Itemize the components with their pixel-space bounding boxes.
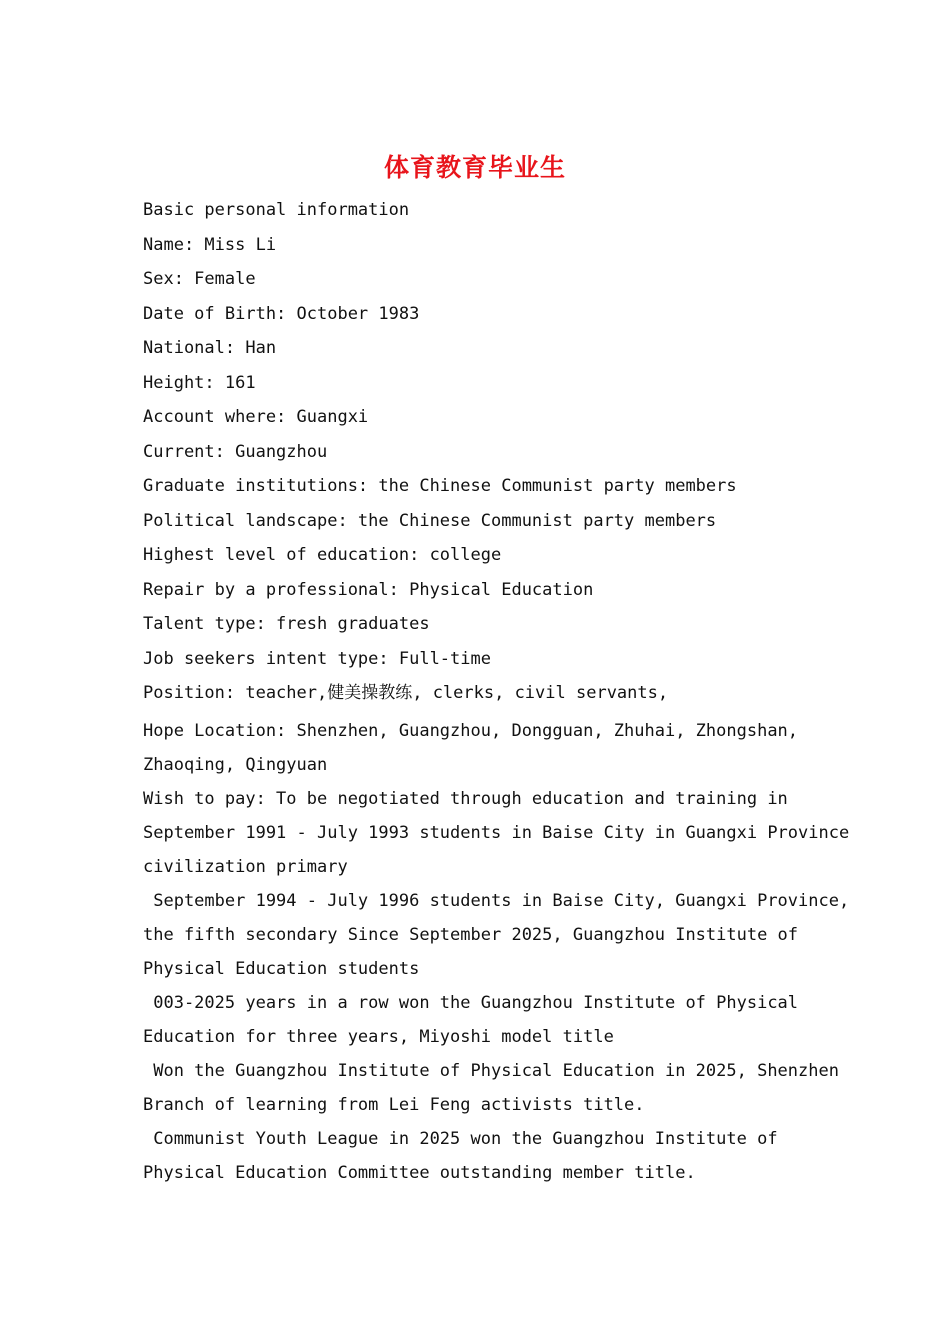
document-title: 体育教育毕业生 — [383, 153, 566, 182]
field-national: National: Han — [143, 338, 277, 358]
field-sex: Sex: Female — [143, 269, 256, 289]
field-current: Current: Guangzhou — [143, 441, 328, 462]
resume-body — [143, 195, 850, 1189]
field-talent: Talent type: fresh graduates — [143, 614, 430, 634]
award-youth-league-paragraph — [143, 1121, 843, 1192]
section-heading: Basic personal information — [143, 200, 410, 220]
field-intent: Job seekers intent type: Full-time — [143, 648, 491, 669]
hope-location-line-1: Hope Location: Shenzhen, Guangzhou, Dongguan, Zhuhai, Zhongshan, — [143, 720, 799, 741]
hope-location-paragraph — [143, 713, 843, 784]
field-political: Political landscape: the Chinese Communist party members — [143, 510, 717, 531]
wish-to-pay-line-3: civilization primary — [143, 856, 348, 877]
field-education: Highest level of education: college — [143, 545, 502, 565]
education-1994-paragraph — [143, 883, 850, 988]
award-leifeng-line-2: Branch of learning from Lei Feng activists title. — [143, 1094, 645, 1115]
field-professional: Repair by a professional: Physical Education — [143, 579, 594, 600]
award-leifeng-paragraph — [143, 1053, 843, 1124]
education-1994-line-2: the fifth secondary Since September 2025, Guangzhou Institute of — [143, 924, 799, 945]
field-account: Account where: Guangxi — [143, 407, 369, 427]
award-miyoshi-line-1: 003-2025 years in a row won the Guangzhou Institute of Physical — [143, 992, 799, 1013]
field-name: Name: Miss Li — [143, 234, 277, 255]
award-youth-league-line-1: Communist Youth League in 2025 won the Guangzhou Institute of — [143, 1128, 778, 1149]
field-height: Height: 161 — [143, 372, 256, 393]
award-youth-league-line-2: Physical Education Committee outstanding member title. — [143, 1162, 696, 1183]
field-dob: Date of Birth: October 1983 — [143, 303, 420, 324]
field-position: Position: teacher,健美操教练, clerks, civil servants, — [143, 683, 669, 703]
award-miyoshi-line-2: Education for three years, Miyoshi model title — [143, 1026, 614, 1047]
award-leifeng-line-1: Won the Guangzhou Institute of Physical Education in 2025, Shenzhen — [143, 1060, 839, 1081]
field-graduate: Graduate institutions: the Chinese Communist party members — [143, 476, 737, 496]
education-1994-line-3: Physical Education students — [143, 958, 420, 979]
hope-location-line-2: Zhaoqing, Qingyuan — [143, 754, 328, 775]
wish-to-pay-line-2: September 1991 - July 1993 students in Baise City in Guangxi Province — [143, 822, 850, 843]
award-miyoshi-paragraph — [143, 985, 843, 1056]
wish-to-pay-line-1: Wish to pay: To be negotiated through education and training in — [143, 788, 788, 809]
education-1994-line-1: September 1994 - July 1996 students in Baise City, Guangxi Province, — [143, 890, 850, 911]
wish-to-pay-paragraph — [143, 781, 850, 886]
